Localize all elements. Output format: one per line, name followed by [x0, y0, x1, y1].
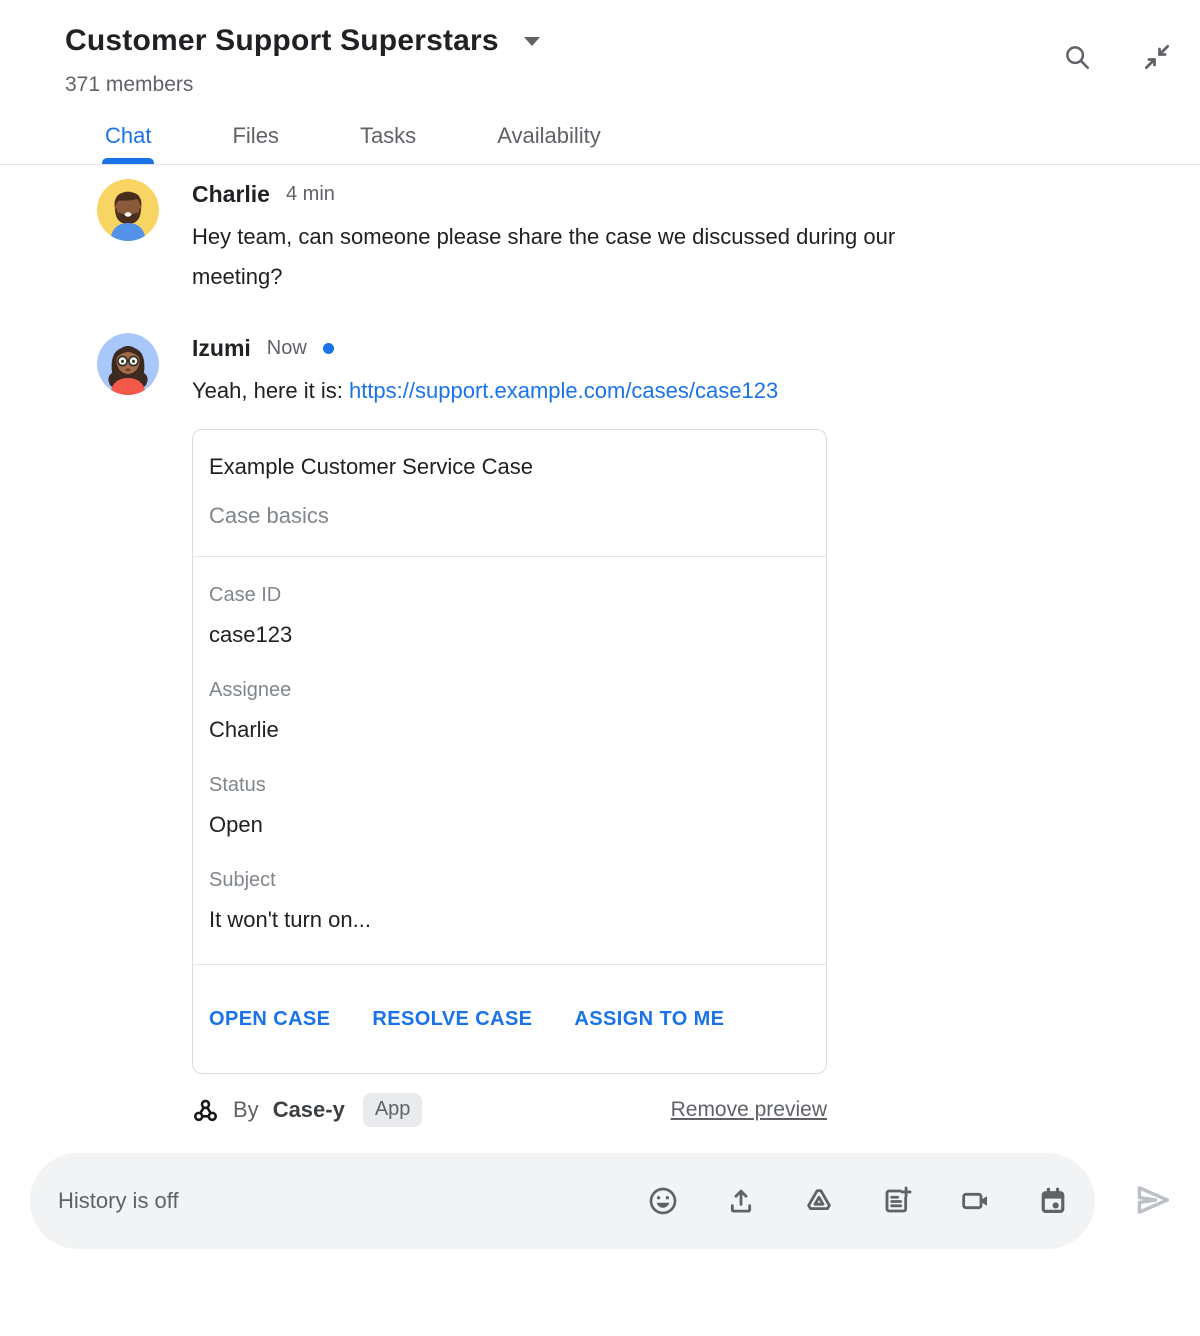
message-timestamp: 4 min: [285, 183, 335, 205]
emoji-icon[interactable]: [647, 1185, 679, 1217]
calendar-icon[interactable]: [1037, 1185, 1069, 1217]
link-preview-card: [192, 429, 827, 1074]
card-subtitle: Case basics: [209, 503, 329, 528]
field-value: It won't turn on...: [209, 907, 371, 932]
field-value: case123: [209, 622, 293, 647]
preview-footer: [192, 1093, 827, 1127]
search-icon[interactable]: [1062, 42, 1092, 72]
message-izumi: [97, 333, 1200, 1127]
message-charlie: [97, 179, 1200, 297]
tab-tasks[interactable]: Tasks: [359, 123, 417, 148]
remove-preview-link[interactable]: Remove preview: [670, 1098, 827, 1121]
tab-availability[interactable]: Availability: [497, 123, 601, 148]
space-header: [0, 0, 1200, 97]
message-input[interactable]: [58, 1188, 647, 1214]
collapse-icon[interactable]: [1142, 42, 1172, 72]
by-label: By: [233, 1097, 259, 1122]
tab-chat[interactable]: Chat: [105, 123, 151, 164]
message-composer: [30, 1153, 1095, 1249]
member-count: 371 members: [65, 73, 194, 96]
case-link[interactable]: https://support.example.com/cases/case123: [348, 378, 779, 403]
field-case-id: [209, 584, 810, 648]
online-presence-dot: [323, 343, 334, 354]
video-camera-icon[interactable]: [959, 1185, 991, 1217]
author-name: Charlie: [192, 181, 270, 207]
field-value: Charlie: [209, 717, 279, 742]
chevron-down-icon[interactable]: [521, 33, 543, 49]
meeting-notes-icon[interactable]: [881, 1185, 913, 1217]
message-text: [192, 371, 827, 411]
assign-to-me-button[interactable]: ASSIGN TO ME: [574, 1008, 725, 1030]
app-name: Case-y: [272, 1097, 345, 1122]
open-case-button[interactable]: OPEN CASE: [209, 1008, 331, 1030]
message-text: Hey team, can someone please share the case we discussed during our meeting?: [192, 224, 896, 289]
tab-bar: [0, 123, 1200, 165]
field-status: [209, 774, 810, 838]
author-name: Izumi: [192, 335, 251, 361]
field-label: Subject: [209, 869, 276, 891]
avatar-izumi: [97, 333, 159, 395]
message-list: [0, 165, 1200, 1127]
message-text-prefix: Yeah, here it is:: [192, 378, 349, 403]
field-label: Assignee: [209, 679, 292, 701]
field-value: Open: [209, 812, 263, 837]
app-badge: App: [363, 1093, 423, 1127]
drive-icon[interactable]: [803, 1185, 835, 1217]
message-timestamp: Now: [266, 337, 307, 359]
field-assignee: [209, 679, 810, 743]
avatar-charlie: [97, 179, 159, 241]
page-title[interactable]: Customer Support Superstars: [65, 24, 499, 57]
webhook-icon: [192, 1097, 219, 1124]
upload-icon[interactable]: [725, 1185, 757, 1217]
resolve-case-button[interactable]: RESOLVE CASE: [372, 1008, 533, 1030]
field-label: Status: [209, 774, 266, 796]
send-icon[interactable]: [1131, 1178, 1175, 1222]
tab-files[interactable]: Files: [232, 123, 279, 148]
field-subject: [209, 869, 810, 933]
field-label: Case ID: [209, 584, 282, 606]
card-title: Example Customer Service Case: [209, 454, 534, 479]
